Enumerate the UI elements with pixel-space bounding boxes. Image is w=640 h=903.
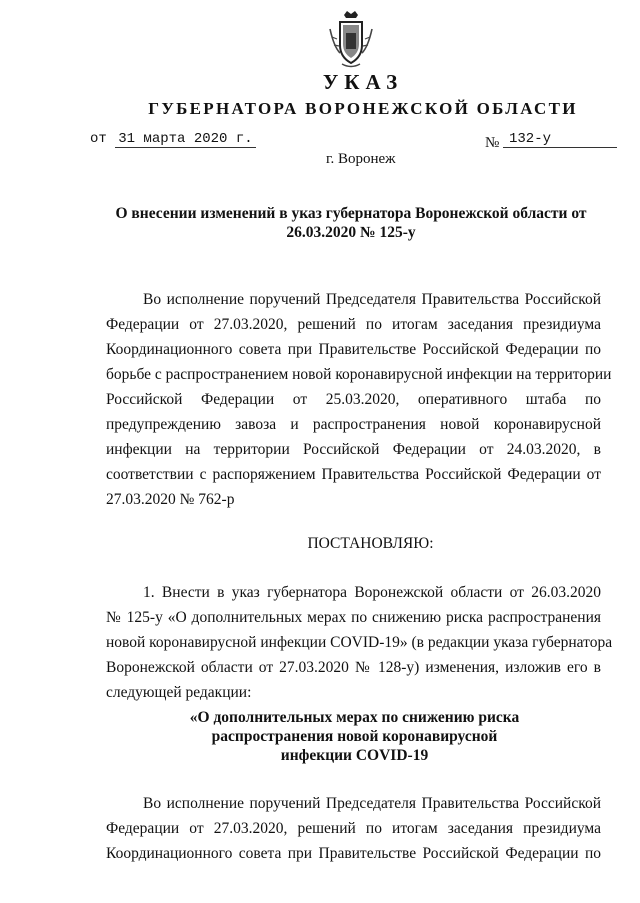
text-line: предупреждению завоза и распространения новой коронавирусной xyxy=(106,416,601,433)
heading-line: О внесении изменений в указ губернатора Воронежской области от xyxy=(115,205,587,222)
text-line: Во исполнение поручений Председателя Правительства Российской xyxy=(143,795,601,812)
text-line: № 125-у «О дополнительных мерах по снижению риска распространения xyxy=(106,609,601,626)
heading-line: 26.03.2020 № 125-у xyxy=(286,224,416,241)
text-line: инфекции на территории Российской Федерации от 24.03.2020, в xyxy=(106,441,601,458)
quoted-preamble-paragraph xyxy=(106,791,601,866)
date-prefix: от xyxy=(90,131,107,147)
text-line: Координационного совета при Правительстве Российской Федерации по xyxy=(106,341,601,358)
text-line: новой коронавирусной инфекции COVID-19» (в редакции указа губернатора xyxy=(106,634,613,651)
text-line: соответствии с распоряжением Правительства Российской Федерации от xyxy=(106,466,601,483)
text-line: борьбе с распространением новой коронавирусной инфекции на территории xyxy=(106,366,612,383)
coat-of-arms-icon xyxy=(328,9,374,69)
text-line: следующей редакции: xyxy=(106,684,252,701)
text-line: Федерации от 27.03.2020, решений по итогам заседания президиума xyxy=(106,820,601,837)
decree-word: ПОСТАНОВЛЯЮ: xyxy=(307,535,434,552)
preamble-paragraph xyxy=(106,287,612,512)
text-line: 1. Внести в указ губернатора Воронежской области от 26.03.2020 xyxy=(143,584,601,601)
date-line xyxy=(90,131,256,148)
text-line: Во исполнение поручений Председателя Правительства Российской xyxy=(143,291,601,308)
quote-line: «О дополнительных мерах по снижению риска xyxy=(189,709,520,726)
quoted-title xyxy=(108,708,601,765)
item-1-paragraph xyxy=(106,580,613,705)
date-value: 31 марта 2020 г. xyxy=(115,131,255,148)
document-title: УКАЗ xyxy=(322,70,404,94)
text-line: Координационного совета при Правительстве Российской Федерации по xyxy=(106,845,601,862)
text-line: Российской Федерации от 25.03.2020, оперативного штаба по xyxy=(106,391,601,408)
text-line: 27.03.2020 № 762-р xyxy=(106,491,235,508)
document-subtitle: ГУБЕРНАТОРА ВОРОНЕЖСКОЙ ОБЛАСТИ xyxy=(148,99,578,118)
city-name: г. Воронеж xyxy=(326,151,396,167)
text-line: Федерации от 27.03.2020, решений по итогам заседания президиума xyxy=(106,316,601,333)
number-label: № xyxy=(485,135,500,151)
document-heading xyxy=(90,204,612,242)
quote-line: распространения новой коронавирусной xyxy=(211,728,498,745)
text-line: Воронежской области от 27.03.2020 № 128-у) изменения, изложив его в xyxy=(106,659,601,676)
number-value: 132-у xyxy=(503,131,617,148)
quote-line: инфекции COVID-19 xyxy=(280,747,429,764)
